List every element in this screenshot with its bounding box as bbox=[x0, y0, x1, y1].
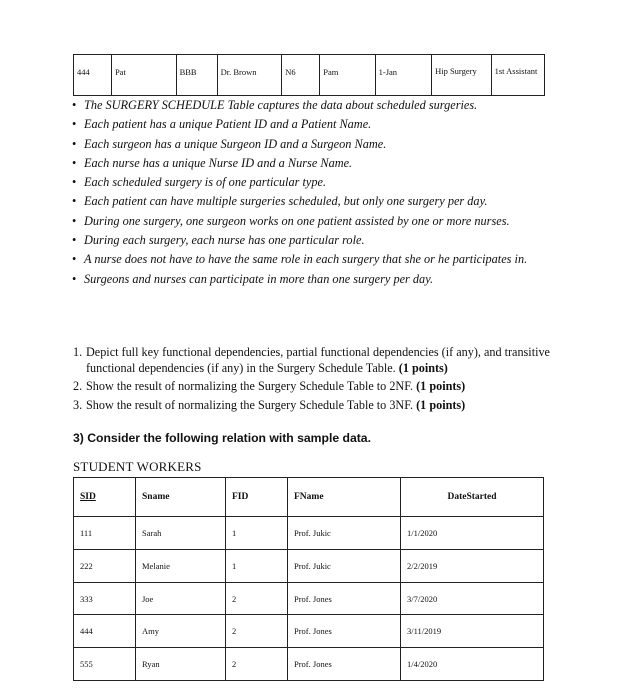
list-item: • Each patient can have multiple surgeries scheduled, but only one surgery per day. bbox=[72, 193, 542, 209]
cell-nurse-role: 1st Assistant bbox=[491, 55, 544, 96]
questions-list bbox=[73, 345, 553, 416]
cell-sid: 444 bbox=[74, 615, 136, 648]
cell-sname: Sarah bbox=[136, 517, 226, 550]
question-number: 3. bbox=[73, 397, 83, 412]
cell-datestarted: 2/2/2019 bbox=[401, 549, 544, 582]
question-number: 2. bbox=[73, 379, 83, 393]
column-header-datestarted: DateStarted bbox=[401, 478, 544, 517]
column-header-fname: FName bbox=[288, 478, 401, 517]
section-heading: 3) Consider the following relation with sample data. bbox=[73, 431, 371, 445]
cell-sid: 555 bbox=[74, 648, 136, 681]
question-number: 1. bbox=[73, 345, 83, 359]
cell-sname: Amy bbox=[136, 615, 226, 648]
column-header-fid: FID bbox=[226, 478, 288, 517]
cell-nurse-id: N6 bbox=[282, 55, 320, 96]
question-text: Show the result of normalizing the Surgery Schedule Table to 3NF. bbox=[86, 397, 414, 412]
cell-datestarted: 1/4/2020 bbox=[401, 648, 544, 681]
cell-fid: 2 bbox=[226, 615, 288, 648]
question-item bbox=[73, 379, 553, 395]
list-item: • During one surgery, one surgeon works on one patient assisted by one or more nurses. bbox=[72, 213, 542, 229]
table-row bbox=[74, 582, 544, 615]
cell-datestarted: 3/7/2020 bbox=[401, 582, 544, 615]
cell-surgeon-name: Dr. Brown bbox=[217, 55, 282, 96]
cell-sid: 333 bbox=[74, 582, 136, 615]
cell-date: 1-Jan bbox=[375, 55, 431, 96]
cell-surgeon-id: BBB bbox=[176, 55, 217, 96]
table-row bbox=[74, 517, 544, 550]
question-text: Show the result of normalizing the Surgery Schedule Table to 2NF. bbox=[86, 379, 414, 393]
cell-fname: Prof. Jones bbox=[288, 582, 401, 615]
cell-datestarted: 1/1/2020 bbox=[401, 517, 544, 550]
table-row bbox=[74, 648, 544, 681]
list-item: • During each surgery, each nurse has one particular role. bbox=[72, 232, 542, 248]
question-points: (1 points) bbox=[416, 397, 466, 412]
cell-sname: Ryan bbox=[136, 648, 226, 681]
cell-fid: 2 bbox=[226, 648, 288, 681]
question-text: Depict full key functional dependencies, partial functional dependencies (if any), and transitive functional dependencies (if any) in the Surgery Schedule Table. bbox=[86, 345, 550, 375]
list-item: • Each surgeon has a unique Surgeon ID and a Surgeon Name. bbox=[72, 136, 542, 152]
table-header-row bbox=[74, 478, 544, 517]
table-row bbox=[74, 615, 544, 648]
question-item bbox=[73, 398, 553, 414]
list-item: • Surgeons and nurses can participate in more than one surgery per day. bbox=[72, 271, 542, 287]
list-item: • Each nurse has a unique Nurse ID and a Nurse Name. bbox=[72, 155, 542, 171]
list-item: • Each patient has a unique Patient ID and a Patient Name. bbox=[72, 116, 542, 132]
list-item: • A nurse does not have to have the same role in each surgery that she or he participates in. bbox=[72, 251, 542, 267]
question-points: (1 points) bbox=[398, 360, 448, 375]
cell-fname: Prof. Jukic bbox=[288, 549, 401, 582]
cell-fname: Prof. Jukic bbox=[288, 517, 401, 550]
cell-fid: 2 bbox=[226, 582, 288, 615]
cell-fname: Prof. Jones bbox=[288, 648, 401, 681]
column-header-sname: Sname bbox=[136, 478, 226, 517]
column-header-sid: SID bbox=[74, 478, 136, 517]
cell-surgery-type: Hip Surgery bbox=[432, 55, 492, 96]
cell-sname: Melanie bbox=[136, 549, 226, 582]
cell-nurse-name: Pam bbox=[320, 55, 375, 96]
question-item bbox=[73, 345, 553, 376]
question-points: (1 points) bbox=[416, 379, 466, 393]
list-item: • The SURGERY SCHEDULE Table captures the data about scheduled surgeries. bbox=[72, 97, 542, 113]
surgery-schedule-row-table bbox=[73, 54, 545, 96]
cell-fid: 1 bbox=[226, 517, 288, 550]
list-item: • Each scheduled surgery is of one particular type. bbox=[72, 174, 542, 190]
cell-sid: 222 bbox=[74, 549, 136, 582]
requirements-list bbox=[72, 97, 542, 290]
cell-fid: 1 bbox=[226, 549, 288, 582]
cell-sname: Joe bbox=[136, 582, 226, 615]
table-row bbox=[74, 55, 545, 96]
table-row bbox=[74, 549, 544, 582]
cell-sid: 111 bbox=[74, 517, 136, 550]
cell-patient-id: 444 bbox=[74, 55, 112, 96]
student-workers-table bbox=[73, 477, 544, 681]
cell-patient-name: Pat bbox=[111, 55, 176, 96]
table-caption: STUDENT WORKERS bbox=[73, 459, 202, 474]
cell-fname: Prof. Jones bbox=[288, 615, 401, 648]
cell-datestarted: 3/11/2019 bbox=[401, 615, 544, 648]
